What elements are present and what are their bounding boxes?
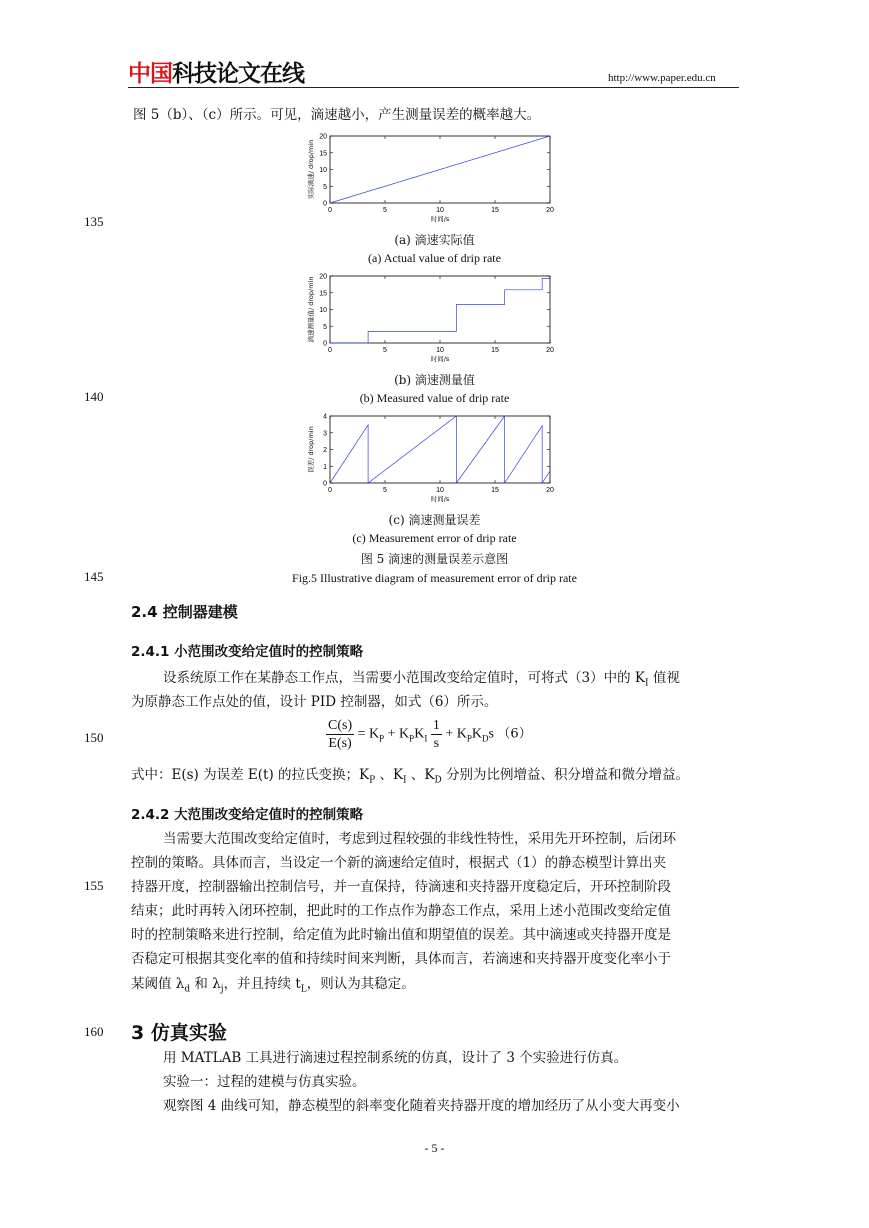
- plot-frame: [330, 276, 550, 343]
- fig-b-caption-cn: (b) 滴速测量值: [394, 373, 475, 387]
- y-tick-label: 15: [319, 150, 327, 158]
- x-tick-label: 15: [491, 207, 499, 214]
- paragraph-line: 观察图 4 曲线可知，静态模型的斜率变化随着夹持器开度的增加经历了从小变大再变小: [163, 1098, 680, 1114]
- line-number-150: 150: [84, 730, 104, 745]
- y-tick-label: 0: [323, 340, 327, 348]
- fig-5-caption-cn: 图 5 滴速的测量误差示意图: [360, 552, 509, 566]
- x-tick-label: 5: [383, 347, 387, 354]
- y-tick-label: 0: [323, 200, 327, 208]
- section-heading-2-4-1: 2.4.1 小范围改变给定值时的控制策略: [131, 644, 364, 660]
- line-number-155: 155: [84, 878, 104, 893]
- fig-c-caption-en: (c) Measurement error of drip rate: [352, 531, 517, 545]
- paragraph-line: 某阈值 $\lambda_d$ 和 $\lambda_j$，并且持续 $t_L$，则认为其稳定。: [131, 976, 415, 995]
- x-tick-label: 20: [546, 207, 554, 214]
- x-tick-label: 10: [436, 347, 444, 354]
- x-axis-label: 时间/s: [430, 355, 450, 363]
- y-tick-label: 10: [319, 167, 327, 174]
- y-tick-label: 5: [323, 323, 327, 331]
- section-heading-2-4: 2.4 控制器建模: [131, 603, 238, 621]
- header-url[interactable]: http://www.paper.edu.cn: [608, 72, 716, 84]
- y-axis-label: 实际滴速/ drop/min: [307, 139, 315, 200]
- series-line: [330, 136, 550, 203]
- y-tick-label: 3: [323, 430, 327, 438]
- fig-a-caption-en: (a) Actual value of drip rate: [368, 251, 501, 265]
- y-tick-label: 0: [323, 480, 327, 488]
- paragraph-line: 设系统原工作在某静态工作点，当需要小范围改变给定值时，可将式（3）中的 $K_I$ 值视: [163, 670, 680, 689]
- x-tick-label: 20: [546, 487, 554, 494]
- x-axis-label: 时间/s: [430, 215, 450, 223]
- paragraph-line: 用 MATLAB 工具进行滴速过程控制系统的仿真，设计了 3 个实验进行仿真。: [163, 1050, 628, 1066]
- formula-lhs: $\frac{C(s)}{E(s)}$: [328, 718, 353, 751]
- logo-red-text: 中国: [128, 61, 172, 87]
- line-number-160: 160: [84, 1024, 104, 1039]
- x-tick-label: 5: [383, 207, 387, 214]
- section-heading-3: 3 仿真实验: [131, 1022, 227, 1044]
- chart-actual-drip-rate: [300, 128, 570, 228]
- x-tick-label: 5: [383, 487, 387, 494]
- y-tick-label: 20: [319, 273, 327, 281]
- y-tick-label: 10: [319, 307, 327, 314]
- logo-black-text: 科技论文在线: [172, 61, 304, 87]
- x-tick-label: 10: [436, 487, 444, 494]
- x-tick-label: 20: [546, 347, 554, 354]
- paragraph-line: 当需要大范围改变给定值时，考虑到过程较强的非线性特性，采用先开环控制，后闭环: [163, 831, 676, 847]
- plot-frame: [330, 416, 550, 483]
- paragraph-line: 结束；此时再转入闭环控制，把此时的工作点作为静态工作点，采用上述小范围改变给定值: [131, 903, 671, 919]
- x-tick-label: 0: [328, 207, 332, 214]
- series-line: [330, 278, 550, 343]
- x-tick-label: 10: [436, 207, 444, 214]
- x-axis-label: 时间/s: [430, 495, 450, 503]
- y-tick-label: 1: [323, 463, 327, 471]
- y-tick-label: 2: [323, 447, 327, 454]
- where-line: 式中：E(s) 为误差 E(t) 的拉氏变换；$K_P$ 、$K_I$ 、$K_D$ 分别为比例增益、积分增益和微分增益。: [131, 767, 690, 786]
- pid-formula: $\frac{C(s)}{E(s)}$ = $K_P + K_PK_I$ $\frac{1}{s}$ + $K_PK_Ds$ （6）: [328, 718, 532, 751]
- formula-integral: $\frac{1}{s}$: [432, 718, 440, 751]
- y-axis-label: 误差/ drop/min: [307, 426, 315, 473]
- paragraph-line: 持器开度，控制器输出控制信号，并一直保持，待滴速和夹持器开度稳定后，开环控制阶段: [131, 879, 671, 895]
- x-tick-label: 15: [491, 347, 499, 354]
- y-tick-label: 15: [319, 290, 327, 298]
- fig-b-caption-en: (b) Measured value of drip rate: [359, 391, 510, 405]
- paragraph-line: 否稳定可根据其变化率的值和持续时间来判断，具体而言，若滴速和夹持器开度变化率小于: [131, 951, 671, 967]
- paragraph-line: 时的控制策略来进行控制，给定值为此时输出值和期望值的误差。其中滴速或夹持器开度是: [131, 927, 671, 943]
- x-tick-label: 15: [491, 487, 499, 494]
- y-tick-label: 5: [323, 183, 327, 191]
- x-tick-label: 0: [328, 487, 332, 494]
- x-tick-label: 0: [328, 347, 332, 354]
- y-tick-label: 4: [323, 413, 327, 421]
- y-axis-label: 滴速测量值/ drop/min: [307, 276, 315, 343]
- line-number-135: 135: [84, 214, 104, 229]
- paragraph-line: 为原静态工作点处的值，设计 PID 控制器，如式（6）所示。: [131, 694, 498, 710]
- page-number: - 5 -: [424, 1141, 445, 1155]
- intro-text: 图 5（b）、（c）所示。可见，滴速越小，产生测量误差的概率越大。: [133, 107, 541, 123]
- site-logo: [128, 61, 304, 87]
- line-number-140: 140: [84, 389, 104, 404]
- series-line: [330, 416, 550, 483]
- fig-c-caption-cn: (c) 滴速测量误差: [388, 513, 481, 527]
- paragraph-line: 实验一：过程的建模与仿真实验。: [163, 1074, 366, 1090]
- header-rule: [128, 87, 739, 88]
- y-tick-label: 20: [319, 133, 327, 141]
- fig-5-caption-en: Fig.5 Illustrative diagram of measurement error of drip rate: [292, 571, 577, 585]
- chart-measurement-error: [300, 408, 570, 508]
- line-number-145: 145: [84, 569, 104, 584]
- formula-equation-number: （6）: [497, 726, 532, 742]
- chart-measured-drip-rate: [300, 268, 570, 368]
- paragraph-line: 控制的策略。具体而言，当设定一个新的滴速给定值时，根据式（1）的静态模型计算出夹: [131, 855, 667, 871]
- section-heading-2-4-2: 2.4.2 大范围改变给定值时的控制策略: [131, 807, 364, 823]
- fig-a-caption-cn: (a) 滴速实际值: [394, 233, 475, 247]
